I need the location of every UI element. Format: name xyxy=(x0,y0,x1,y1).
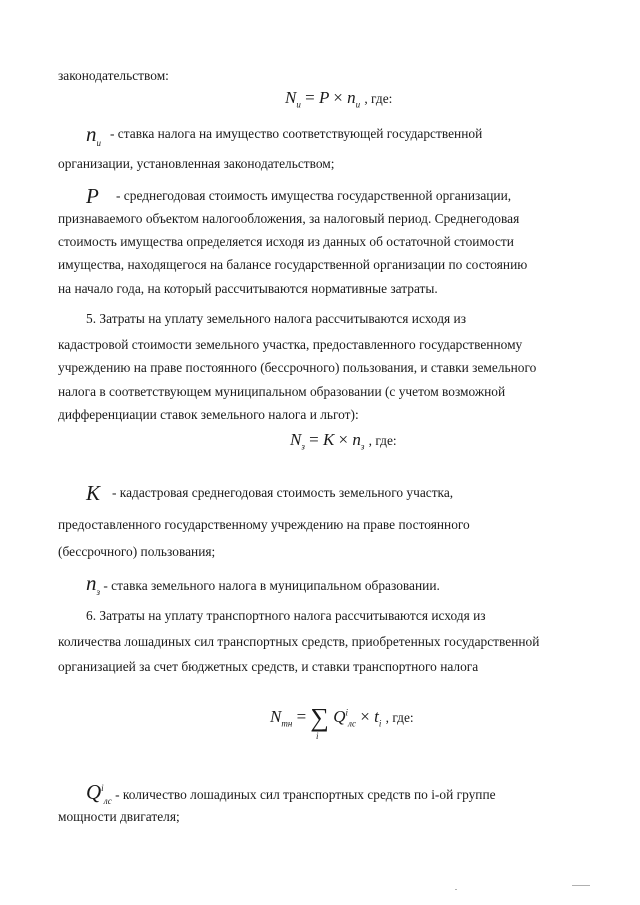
definition-k: К - кадастровая среднегодовая стоимость земельного участка, xyxy=(86,481,454,505)
sum-index: i xyxy=(316,731,319,741)
text-line: стоимость имущества определяется исходя из данных об остаточной стоимости xyxy=(58,234,514,249)
text-line: (бессрочного) пользования; xyxy=(58,544,216,559)
definition-q: $Q^i_{лс}$ - количество лошадиных сил транспортных средств по i-ой группе xyxy=(86,780,496,807)
text-line: имущества, находящегося на балансе государственной организации по состоянию xyxy=(58,257,528,272)
definition-p: P - среднегодовая стоимость имущества государственной организации, xyxy=(86,184,512,208)
text-line: дифференциации ставок земельного налога и льгот): xyxy=(58,407,359,422)
formula-transport-tax: $N_{тн}$ = ∑ $Q^i_{лс} \times t_i$ , где: xyxy=(270,703,414,732)
text-line: мощности двигателя; xyxy=(58,809,180,824)
text-line: организации, установленная законодательством; xyxy=(58,156,335,171)
formula-property-tax: $N_и = P \times n_и$ , где: xyxy=(285,88,393,110)
scan-speck xyxy=(572,885,590,886)
text-line: на начало года, на который рассчитываются нормативные затраты. xyxy=(58,281,438,296)
symbol-n-i: $n_и$ xyxy=(86,122,101,149)
symbol-n-z: $n_з$ xyxy=(86,571,101,598)
definition-n-i: $n_и$ - ставка налога на имущество соответствующей государственной xyxy=(86,122,483,149)
paragraph-5-line: 5. Затраты на уплату земельного налога рассчитываются исходя из xyxy=(86,311,466,326)
text-line: кадастровой стоимости земельного участка, предоставленного государственному xyxy=(58,337,523,352)
symbol-p: P xyxy=(86,184,99,208)
text-line: законодательством: xyxy=(58,68,169,83)
text-line: учреждению на праве постоянного (бессрочного) пользования, и ставки земельного xyxy=(58,360,537,375)
definition-n-z: $n_з$ - ставка земельного налога в муниципальном образовании. xyxy=(86,571,440,598)
formula-land-tax: $N_з = K \times n_з$ , где: xyxy=(290,430,397,452)
symbol-k: К xyxy=(86,481,100,505)
text-line: организацией за счет бюджетных средств, и ставки транспортного налога xyxy=(58,659,479,674)
text-line: признаваемого объектом налогообложения, за налоговый период. Среднегодовая xyxy=(58,211,520,226)
text-line: предоставленного государственному учреждению на праве постоянного xyxy=(58,517,470,532)
text-line: количества лошадиных сил транспортных средств, приобретенных государственной xyxy=(58,634,540,649)
symbol-q: $Q^i_{лс}$ xyxy=(86,780,112,807)
scan-speck xyxy=(455,889,457,890)
paragraph-6-line: 6. Затраты на уплату транспортного налога рассчитываются исходя из xyxy=(86,608,486,623)
text-line: налога в соответствующем муниципальном образовании (с учетом возможной xyxy=(58,384,506,399)
